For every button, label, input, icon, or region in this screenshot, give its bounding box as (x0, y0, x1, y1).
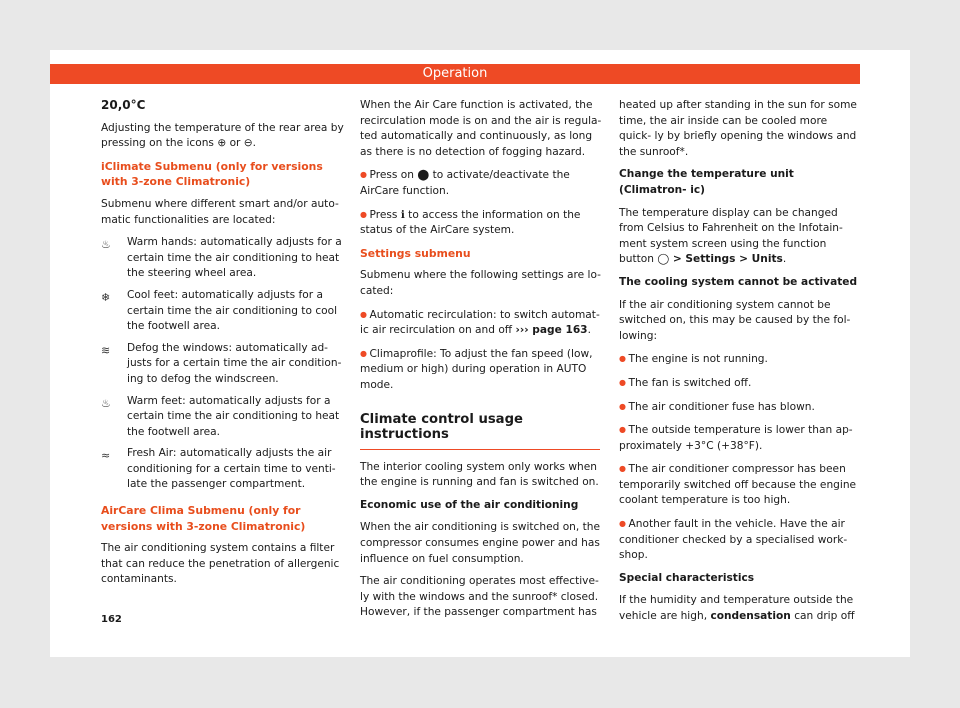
feature-item (101, 446, 344, 493)
cause-item: ● The fan is switched off. (619, 375, 862, 392)
bullet-auto-recirculation (360, 307, 603, 339)
special-text-body: If the humidity and temperature outside the vehicle are high, (619, 594, 854, 623)
condensation-term: condensation (710, 610, 791, 623)
aircare-text: The air conditioning system contains a filter that can reduce the penetration of allergenic contaminants. (101, 542, 340, 586)
cause-item: ● The air conditioner fuse has blown. (619, 399, 862, 416)
cool-feet-icon: ❄ (101, 290, 111, 304)
feature-item (101, 394, 344, 441)
feature-item (101, 235, 344, 282)
defog-icon: ≋ (101, 343, 111, 357)
special-text (619, 593, 862, 624)
cooling-cause-intro: If the air conditioning system cannot be switched on, this may be caused by the fol- lowing: (619, 298, 851, 342)
feature-item (101, 341, 344, 388)
column-3 (619, 98, 862, 632)
column-2 (360, 98, 603, 628)
feature-item (101, 288, 344, 335)
warm-feet-icon: ♨ (101, 396, 111, 410)
unit-text-end: . (782, 253, 787, 266)
feature-text: Warm feet: automatically adjusts for a certain time the air conditioning to heat the footwell area. (127, 394, 340, 438)
feature-list (101, 235, 344, 493)
bullet-aircare-toggle: ● Press on ⬤ to activate/deactivate the AirCare function. (360, 167, 603, 199)
economic-text: When the air conditioning is switched on, the compressor consumes engine power and has influence on fuel consumption. (360, 521, 601, 565)
settings-intro: Submenu where the following settings are lo- cated: (360, 269, 602, 297)
cause-item: ● Another fault in the vehicle. Have the air conditioner checked by a specialised work- shop. (619, 516, 862, 564)
feature-text: Fresh Air: automatically adjusts the air conditioning for a certain time to venti- late the passenger compartment. (127, 447, 336, 491)
effective-text: The air conditioning operates most effective- ly with the windows and the sunroof* closed. However, if the passenger compartment has (360, 575, 599, 619)
aircare-heading: AirCare Clima Submenu (only for versions with 3-zone Climatronic) (101, 504, 306, 533)
fresh-air-icon: ≈ (101, 449, 111, 463)
column-1 (101, 98, 344, 595)
economic-heading: Economic use of the air conditioning (360, 498, 579, 511)
page-header: Operation (50, 64, 860, 84)
auto-recirc-text: Automatic recirculation: to switch automat- ic air recirculation on and off (360, 308, 600, 337)
cooling-heading: The cooling system cannot be activated (619, 275, 858, 288)
settings-path: ◯ > Settings > Units (657, 253, 783, 266)
warm-hands-icon: ♨ (101, 238, 111, 252)
feature-text: Cool feet: automatically adjusts for a certain time the air conditioning to cool the footwell area. (127, 288, 338, 333)
page-ref-link[interactable]: ››› page 163 (515, 324, 588, 337)
page-number: 162 (101, 614, 122, 625)
cause-item: ● The air conditioner compressor has been temporarily switched off because the engine coolant temperature is too high. (619, 461, 862, 509)
unit-text (619, 206, 862, 268)
iclimate-heading: iClimate Submenu (only for versions with 3-zone Climatronic) (101, 159, 323, 189)
unit-text-body: The temperature display can be changed from Celsius to Fahrenheit on the Infotain- ment system screen using the function button (619, 206, 843, 266)
cause-item: ● The engine is not running. (619, 351, 862, 368)
settings-heading: Settings submenu (360, 246, 471, 260)
iclimate-intro: Submenu where different smart and/or auto- matic functionalities are located: (101, 197, 339, 226)
cause-list (619, 351, 862, 564)
auto-recirc-end: . (587, 324, 591, 337)
bullet-aircare-info: ● Press ℹ to access the information on the status of the AirCare system. (360, 207, 603, 239)
temperature-value: 20,0°C (101, 98, 146, 112)
unit-heading: Change the temperature unit (Climatron- ic) (619, 168, 794, 196)
feature-text: Warm hands: automatically adjusts for a certain time the air conditioning to heat the steering wheel area. (127, 236, 342, 280)
sunroof-text: heated up after standing in the sun for some time, the air inside can be cooled more quick- ly by briefly opening the windows and the sunroof*. (619, 99, 857, 158)
feature-text: Defog the windows: automatically ad- justs for a certain time the air condition- ing to defog the windscreen. (127, 341, 342, 385)
cause-item: ● The outside temperature is lower than ap- proximately +3°C (+38°F). (619, 422, 862, 454)
special-text-end: can drip off (790, 610, 855, 623)
cooling-text: The interior cooling system only works when the engine is running and fan is switched on. (360, 460, 599, 489)
section-heading: Climate control usage instructions (360, 412, 600, 450)
special-heading: Special characteristics (619, 571, 755, 584)
bullet-climaprofile: ● Climaprofile: To adjust the fan speed (low, medium or high) during operation in AUTO mode. (360, 346, 603, 394)
temperature-text: Adjusting the temperature of the rear area by pressing on the icons ⊕ or ⊖. (101, 121, 344, 150)
aircare-description: When the Air Care function is activated, the recirculation mode is on and the air is regula- ted automatically and continuously, as long as there is no detection of fogging hazard. (360, 99, 602, 158)
